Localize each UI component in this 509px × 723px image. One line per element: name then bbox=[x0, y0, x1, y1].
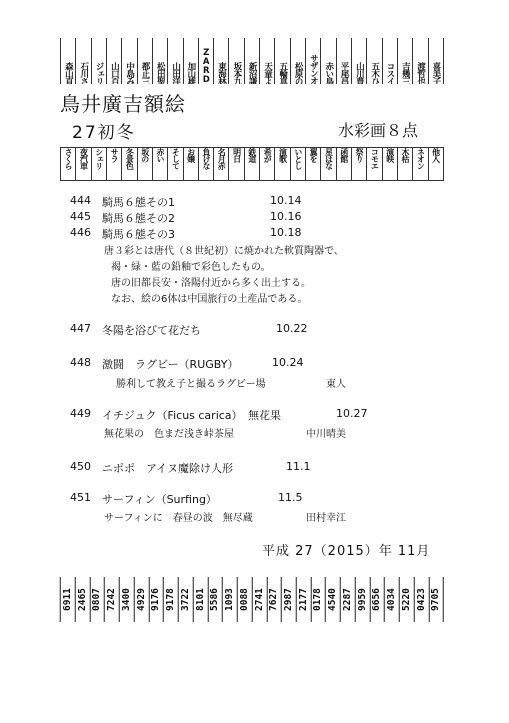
entry-number: 451 bbox=[70, 491, 91, 504]
entry-title: 騎馬６態その1 bbox=[102, 196, 175, 209]
index-tab: コスイ bbox=[383, 38, 398, 84]
entry-date: 10.14 bbox=[270, 194, 302, 207]
document-title: 鳥井廣吉額絵 bbox=[60, 92, 186, 116]
category-tab: 赤い bbox=[153, 148, 168, 180]
index-tab: ZARD bbox=[199, 38, 214, 84]
entry-date: 11.5 bbox=[278, 491, 303, 504]
category-index-strip bbox=[60, 147, 444, 181]
category-tab: そして bbox=[168, 148, 183, 180]
entry-title: 騎馬６態その2 bbox=[102, 212, 175, 225]
number-tab: 8101 bbox=[194, 577, 209, 622]
entry-note-line: 唐３彩とは唐代（８世紀初）に焼かれた軟質陶器で、 bbox=[104, 246, 344, 257]
number-tab: 0807 bbox=[90, 577, 105, 622]
entry-date: 10.27 bbox=[336, 407, 368, 420]
index-tab: 山川豊 bbox=[352, 38, 367, 84]
entry-note-line: 唐の旧都長安・洛陽付近から多く出土する。 bbox=[111, 278, 311, 289]
haiku-author: 中川晴美 bbox=[306, 429, 346, 440]
category-tab: 冬景色 bbox=[122, 148, 137, 180]
number-tab: 4034 bbox=[385, 577, 400, 622]
number-tab: 0423 bbox=[415, 577, 430, 622]
number-tab: 2741 bbox=[253, 577, 268, 622]
index-tab: 加山雄 bbox=[184, 38, 199, 84]
entry-date: 10.22 bbox=[276, 322, 308, 335]
category-tab: 函館 bbox=[337, 148, 352, 180]
index-tab: 新沼謙 bbox=[245, 38, 260, 84]
entry-title: 冬陽を浴びて花だち bbox=[102, 324, 201, 337]
number-tab: 5586 bbox=[208, 577, 223, 622]
entry-title: ニポポ アイヌ魔除け人形 bbox=[102, 462, 234, 475]
medium-label: 水彩画８点 bbox=[338, 121, 419, 140]
entry-date: 11.1 bbox=[286, 460, 311, 473]
number-tab: 7242 bbox=[105, 577, 120, 622]
category-tab: いとし bbox=[291, 148, 306, 180]
category-tab: お嬢 bbox=[184, 148, 199, 180]
category-tab: 演映 bbox=[383, 148, 398, 180]
category-tab: サラ bbox=[107, 148, 122, 180]
series-title: 27初冬 bbox=[72, 123, 136, 143]
entry-title: サーフィン（Surfing） bbox=[102, 493, 217, 506]
category-tab: 名月赤 bbox=[214, 148, 229, 180]
category-tab: 翼を bbox=[306, 148, 321, 180]
category-tab: コモエ bbox=[367, 148, 382, 180]
number-tab: 2987 bbox=[282, 577, 297, 622]
index-tab: 都止三 bbox=[138, 38, 153, 84]
number-tab: 3400 bbox=[120, 577, 135, 622]
number-tab: 6656 bbox=[370, 577, 385, 622]
entry-note-line: 褐・緑・藍の鉛釉で彩色したもの。 bbox=[111, 262, 271, 273]
index-tab: ジェリ bbox=[92, 38, 107, 84]
number-tab: 0178 bbox=[311, 577, 326, 622]
number-tab: 9959 bbox=[356, 577, 371, 622]
index-tab: 喜美子 bbox=[429, 38, 444, 84]
number-tab: 0088 bbox=[238, 577, 253, 622]
index-tab: 松原の bbox=[291, 38, 306, 84]
index-tab: 坂本九 bbox=[229, 38, 244, 84]
number-tab: 9176 bbox=[149, 577, 164, 622]
category-tab: 星はな bbox=[321, 148, 336, 180]
index-tab: 五輪真 bbox=[275, 38, 290, 84]
entry-date: 10.16 bbox=[270, 210, 302, 223]
number-tab: 9705 bbox=[429, 577, 444, 622]
index-tab: 森山直 bbox=[60, 38, 76, 84]
entry-title: 騎馬６態その3 bbox=[102, 228, 175, 241]
entry-number: 445 bbox=[70, 210, 91, 223]
footer-date: 平成 27（2015）年 11月 bbox=[262, 544, 431, 559]
index-tab: サザンオ bbox=[306, 38, 321, 84]
entry-title: イチジュク（Ficus carica） 無花果 bbox=[102, 409, 282, 422]
number-tab: 2287 bbox=[341, 577, 356, 622]
number-tab: 1093 bbox=[223, 577, 238, 622]
entry-number: 446 bbox=[70, 226, 91, 239]
index-tab: 東海林 bbox=[214, 38, 229, 84]
entry-date: 10.18 bbox=[270, 226, 302, 239]
haiku-text: 勝利して教え子と撮るラグビー場 bbox=[116, 379, 266, 390]
entry-note-line: なお、絵の6体は中国旅行の土産品である。 bbox=[111, 294, 308, 305]
index-tab: 五木ひ bbox=[367, 38, 382, 84]
haiku-author: 東人 bbox=[326, 379, 346, 390]
category-tab: 希が bbox=[260, 148, 275, 180]
index-tab: 渡哲也 bbox=[413, 38, 428, 84]
index-tab: 赤い鳥 bbox=[321, 38, 336, 84]
category-tab: 明日 bbox=[229, 148, 244, 180]
index-tab: 山口百 bbox=[107, 38, 122, 84]
index-tab: 天童よ bbox=[260, 38, 275, 84]
category-tab: 坂の bbox=[138, 148, 153, 180]
entry-title: 激闘 ラグビー（RUGBY） bbox=[102, 358, 239, 371]
number-tab: 4540 bbox=[326, 577, 341, 622]
number-tab: 5220 bbox=[400, 577, 415, 622]
entry-number: 448 bbox=[70, 356, 91, 369]
entry-date: 10.24 bbox=[272, 356, 304, 369]
category-tab: シェリ bbox=[92, 148, 107, 180]
number-tab: 9178 bbox=[164, 577, 179, 622]
number-tab: 2177 bbox=[297, 577, 312, 622]
number-tab: 3722 bbox=[179, 577, 194, 622]
category-tab: 夜汽車 bbox=[76, 148, 91, 180]
entry-number: 449 bbox=[70, 407, 91, 420]
category-tab: 木枯 bbox=[398, 148, 413, 180]
number-strip bbox=[60, 577, 444, 622]
index-tab: 吉幾三 bbox=[398, 38, 413, 84]
index-tab: 松田聖 bbox=[153, 38, 168, 84]
number-tab: 4929 bbox=[135, 577, 150, 622]
entry-number: 444 bbox=[70, 194, 91, 207]
category-tab: 他人 bbox=[429, 148, 444, 180]
index-tab: 石川さ bbox=[76, 38, 91, 84]
category-tab: ネオン bbox=[413, 148, 428, 180]
category-tab: 演歌 bbox=[275, 148, 290, 180]
entry-number: 450 bbox=[70, 460, 91, 473]
index-tab: 山田洋 bbox=[168, 38, 183, 84]
number-tab: 6911 bbox=[60, 577, 76, 622]
top-index-strip bbox=[60, 38, 444, 84]
index-tab: 中島み bbox=[122, 38, 137, 84]
index-tab: 平尾昌 bbox=[337, 38, 352, 84]
haiku-text: サーフィンに 春昼の波 無尽蔵 bbox=[104, 513, 253, 524]
entry-number: 447 bbox=[70, 322, 91, 335]
category-tab: 祭り bbox=[352, 148, 367, 180]
number-tab: 2465 bbox=[76, 577, 91, 622]
haiku-author: 田村幸江 bbox=[306, 513, 346, 524]
category-tab: さくら bbox=[60, 148, 76, 180]
haiku-text: 無花果の 色まだ浅き峠茶屋 bbox=[104, 429, 234, 440]
category-tab: 負けな bbox=[199, 148, 214, 180]
category-tab: 鉄道 bbox=[245, 148, 260, 180]
number-tab: 7627 bbox=[267, 577, 282, 622]
